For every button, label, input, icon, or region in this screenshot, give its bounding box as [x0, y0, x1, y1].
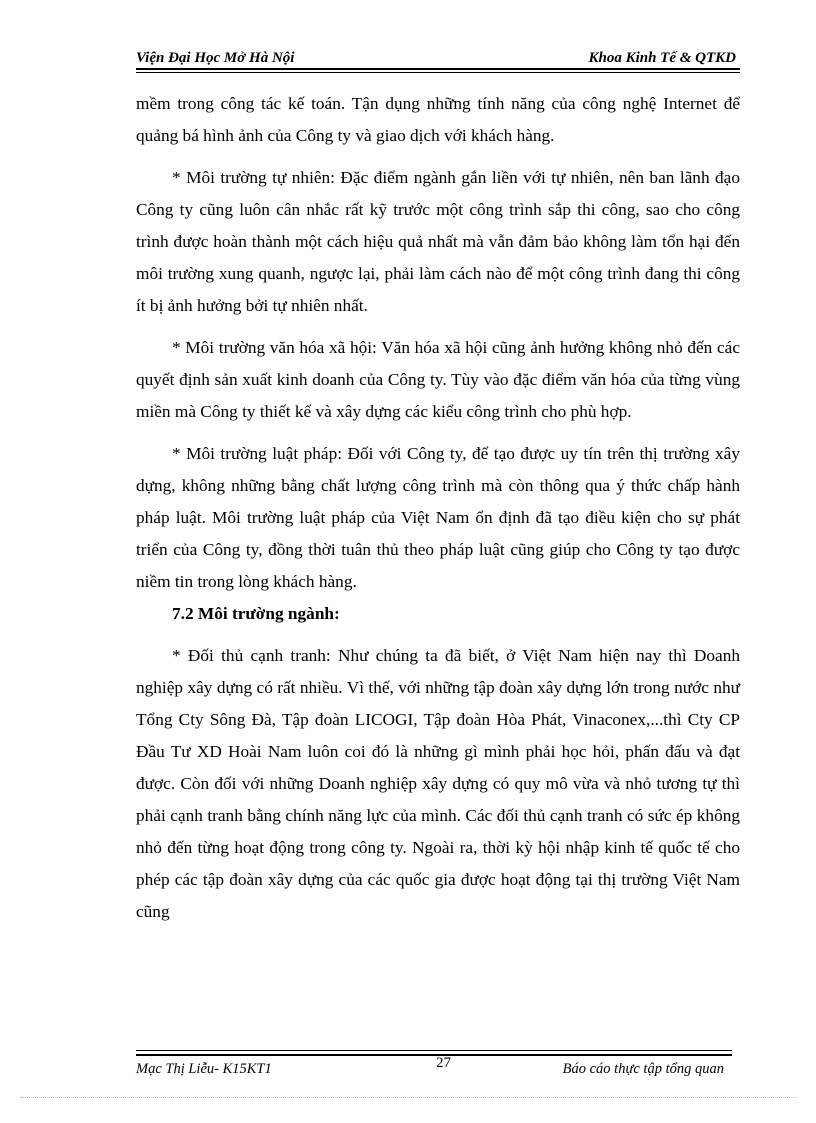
page-header	[136, 48, 740, 72]
footer-rule-thin	[136, 1050, 732, 1051]
header-rule-thin	[136, 72, 740, 73]
paragraph-legal-environment: * Môi trường luật pháp: Đối với Công ty, để tạo được uy tín trên thị trường xây dựng, không những bằng chất lượng công trình mà còn thông qua ý thức chấp hành pháp luật. Môi trường luật pháp của Việt Nam ổn định đã tạo điều kiện cho sự phát triển của Công ty, đồng thời tuân thủ theo pháp luật cũng giúp cho Công ty tạo được niềm tin trong lòng khách hàng.	[136, 444, 740, 591]
section-heading: 7.2 Môi trường ngành:	[172, 604, 340, 623]
page-number: 27	[436, 1055, 451, 1071]
paragraph-continuation: mềm trong công tác kế toán. Tận dụng những tính năng của công nghệ Internet để quảng bá hình ảnh của Công ty và giao dịch với khách hàng.	[136, 94, 740, 145]
header-institution: Viện Đại Học Mở Hà Nội	[136, 50, 295, 66]
header-faculty: Khoa Kinh Tế & QTKD	[588, 50, 736, 66]
paragraph-cultural-environment: * Môi trường văn hóa xã hội: Văn hóa xã hội cũng ảnh hưởng không nhỏ đến các quyết định sản xuất kinh doanh của Công ty. Tùy vào đặc điểm văn hóa của từng vùng miền mà Công ty thiết kế và xây dựng các kiểu công trình cho phù hợp.	[136, 338, 740, 421]
document-body	[136, 88, 740, 938]
footer-rule	[136, 1054, 732, 1056]
paragraph-competitors: * Đối thủ cạnh tranh: Như chúng ta đã biết, ở Việt Nam hiện nay thì Doanh nghiệp xây dựng có rất nhiều. Vì thế, với những tập đoàn xây dựng lớn trong nước như Tổng Cty Sông Đà, Tập đoàn LICOGI, Tập đoàn Hòa Phát, Vinaconex,...thì Cty CP Đầu Tư XD Hoài Nam luôn coi đó là những gì mình phải học hỏi, phấn đấu và đạt được. Còn đối với những Doanh nghiệp xây dựng có quy mô vừa và nhỏ tương tự thì phải cạnh tranh bằng chính năng lực của mình. Các đối thủ cạnh tranh có sức ép không nhỏ đến từng hoạt động trong công ty. Ngoài ra, thời kỳ hội nhập kinh tế quốc tế cho phép các tập đoàn xây dựng của các quốc gia được hoạt động tại thị trường Việt Nam cũng	[136, 646, 740, 921]
page-footer	[136, 1050, 732, 1080]
page-bottom-divider	[20, 1097, 796, 1098]
paragraph-natural-environment: * Môi trường tự nhiên: Đặc điểm ngành gắn liền với tự nhiên, nên ban lãnh đạo Công ty cũng luôn cân nhắc rất kỹ trước một công trình sắp thi công, sao cho công trình được hoàn thành một cách hiệu quả nhất mà vẫn đảm bảo không làm tổn hại đến môi trường xung quanh, ngược lại, phải làm cách nào để một công trình đang thi công ít bị ảnh hưởng bởi tự nhiên nhất.	[136, 168, 740, 315]
footer-author: Mạc Thị Liễu- K15KT1	[136, 1061, 272, 1077]
header-rule	[136, 68, 740, 70]
footer-report-title: Báo cáo thực tập tổng quan	[562, 1061, 724, 1077]
